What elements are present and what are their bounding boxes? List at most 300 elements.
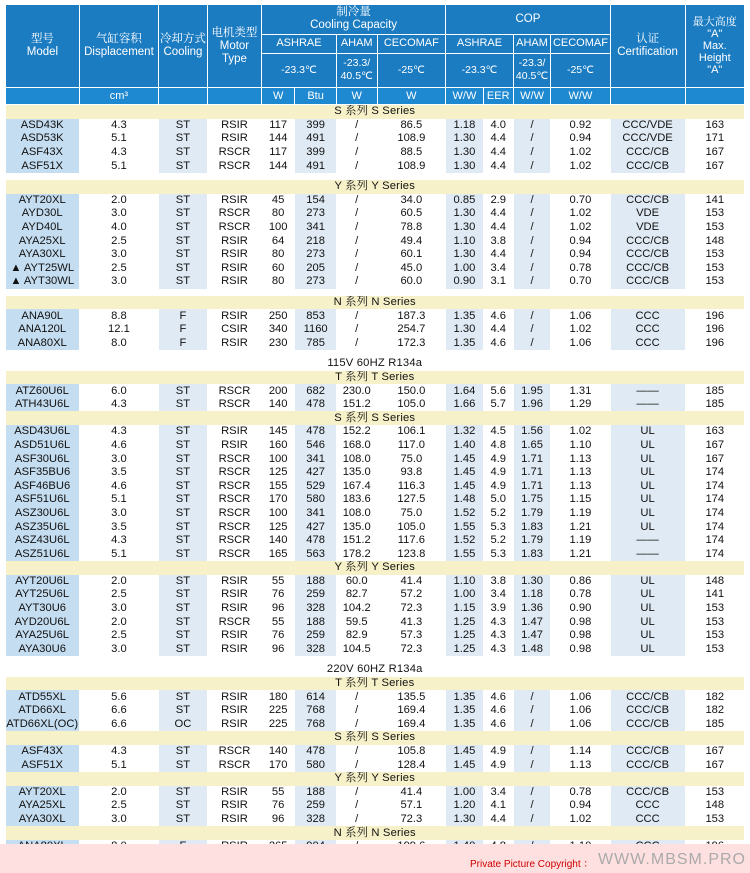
table-cell: 1.14: [551, 745, 610, 759]
table-cell: CCC/VDE: [610, 119, 685, 133]
table-cell: 1.30: [446, 132, 483, 146]
table-cell: 100: [262, 221, 295, 235]
table-cell: ST: [158, 398, 207, 412]
table-cell: 76: [262, 588, 295, 602]
table-cell: 1.52: [446, 534, 483, 548]
table-cell: ——: [610, 547, 685, 561]
series-section-row: [6, 772, 745, 786]
table-cell: 1.30: [446, 323, 483, 337]
table-cell: 1.75: [513, 493, 550, 507]
table-cell: 96: [262, 813, 295, 827]
table-row: [6, 799, 745, 813]
table-cell: RSCR: [207, 159, 261, 173]
table-cell: 0.70: [551, 275, 610, 289]
table-cell: 1.71: [513, 466, 550, 480]
table-cell: UL: [610, 466, 685, 480]
table-cell: 188: [295, 575, 337, 589]
table-cell: /: [336, 745, 377, 759]
table-cell: 1.18: [513, 588, 550, 602]
table-cell: ST: [158, 207, 207, 221]
table-row: [6, 547, 745, 561]
table-cell: 0.98: [551, 615, 610, 629]
table-cell: 153: [685, 813, 744, 827]
table-cell: 0.86: [551, 575, 610, 589]
table-cell: 0.94: [551, 799, 610, 813]
table-cell: 3.8: [483, 575, 513, 589]
table-cell: 165: [262, 547, 295, 561]
table-cell: 0.94: [551, 248, 610, 262]
table-cell: 160: [262, 439, 295, 453]
section-label: N 系列 N Series: [6, 296, 745, 310]
col-cooling: 冷却方式 Cooling: [158, 5, 207, 88]
table-cell: ST: [158, 507, 207, 521]
table-row: [6, 690, 745, 704]
table-cell: ST: [158, 520, 207, 534]
table-cell: RSIR: [207, 248, 261, 262]
table-cell: 3.1: [483, 275, 513, 289]
model-cell: AYD40L: [6, 221, 80, 235]
table-cell: 185: [685, 718, 744, 732]
table-cell: 1.06: [551, 337, 610, 351]
table-row: [6, 575, 745, 589]
table-row: [6, 275, 745, 289]
table-cell: 4.9: [483, 466, 513, 480]
model-cell: ATZ60U6L: [6, 384, 80, 398]
col-motor-type: 电机类型 Motor Type: [207, 5, 261, 88]
table-row: [6, 466, 745, 480]
table-cell: ST: [158, 384, 207, 398]
table-cell: 1.19: [551, 534, 610, 548]
table-cell: 174: [685, 547, 744, 561]
table-cell: RSIR: [207, 690, 261, 704]
table-cell: 1.83: [513, 547, 550, 561]
table-cell: 0.90: [446, 275, 483, 289]
table-cell: 1.02: [551, 425, 610, 439]
table-cell: RSIR: [207, 602, 261, 616]
table-cell: 328: [295, 602, 337, 616]
table-cell: ST: [158, 588, 207, 602]
model-cell: AYT30U6: [6, 602, 80, 616]
table-row: [6, 629, 745, 643]
table-cell: /: [513, 758, 550, 772]
table-cell: ST: [158, 452, 207, 466]
table-row: [6, 534, 745, 548]
table-cell: 168.0: [336, 439, 377, 453]
table-cell: 1.47: [513, 615, 550, 629]
table-cell: 1.10: [551, 439, 610, 453]
table-cell: RSCR: [207, 384, 261, 398]
table-cell: /: [513, 221, 550, 235]
cop-aham-condition: -23.3/ 40.5℃: [513, 53, 550, 87]
row-spacer: [6, 289, 745, 296]
table-cell: RSIR: [207, 262, 261, 276]
table-cell: 4.3: [79, 425, 158, 439]
table-cell: 1.35: [446, 337, 483, 351]
table-cell: 140: [262, 745, 295, 759]
table-cell: /: [513, 159, 550, 173]
table-cell: 55: [262, 575, 295, 589]
table-cell: 174: [685, 520, 744, 534]
unit-height: [685, 88, 744, 105]
section-label: S 系列 S Series: [6, 731, 745, 745]
model-cell: ATD55XL: [6, 690, 80, 704]
section-label: Y 系列 Y Series: [6, 180, 745, 194]
table-cell: 2.9: [483, 194, 513, 208]
table-cell: 140: [262, 398, 295, 412]
table-cell: 3.4: [483, 262, 513, 276]
table-cell: UL: [610, 439, 685, 453]
table-cell: VDE: [610, 207, 685, 221]
model-cell: AYD20U6L: [6, 615, 80, 629]
table-cell: 768: [295, 704, 337, 718]
model-cell: ASD43U6L: [6, 425, 80, 439]
table-cell: 1.20: [446, 799, 483, 813]
table-cell: ST: [158, 813, 207, 827]
table-cell: 1.21: [551, 547, 610, 561]
table-cell: 478: [295, 425, 337, 439]
table-cell: CCC: [610, 813, 685, 827]
table-cell: 200: [262, 384, 295, 398]
series-section-row: [6, 561, 745, 575]
table-cell: ST: [158, 159, 207, 173]
model-cell: AYA30XL: [6, 813, 80, 827]
table-cell: 1.30: [446, 159, 483, 173]
table-row: [6, 425, 745, 439]
table-cell: RSCR: [207, 479, 261, 493]
table-cell: /: [336, 704, 377, 718]
table-cell: CCC/CB: [610, 146, 685, 160]
table-cell: VDE: [610, 221, 685, 235]
table-cell: 563: [295, 547, 337, 561]
table-cell: 1.13: [551, 758, 610, 772]
model-cell: ASF51U6L: [6, 493, 80, 507]
table-cell: 41.4: [377, 786, 446, 800]
table-cell: RSIR: [207, 337, 261, 351]
table-cell: ST: [158, 786, 207, 800]
table-cell: /: [336, 275, 377, 289]
table-cell: 171: [685, 132, 744, 146]
table-cell: 75.0: [377, 507, 446, 521]
table-cell: 172.3: [377, 337, 446, 351]
table-cell: ST: [158, 575, 207, 589]
table-row: [6, 132, 745, 146]
table-cell: ST: [158, 248, 207, 262]
table-cell: 0.98: [551, 629, 610, 643]
table-cell: 1.36: [513, 602, 550, 616]
table-cell: 580: [295, 493, 337, 507]
table-row: [6, 786, 745, 800]
table-cell: 1.02: [551, 207, 610, 221]
table-cell: 183.6: [336, 493, 377, 507]
table-cell: 1.45: [446, 466, 483, 480]
table-cell: 182: [685, 704, 744, 718]
model-cell: AYT20U6L: [6, 575, 80, 589]
table-cell: F: [158, 337, 207, 351]
table-cell: /: [513, 119, 550, 133]
table-cell: 1.13: [551, 479, 610, 493]
table-cell: 93.8: [377, 466, 446, 480]
table-cell: UL: [610, 643, 685, 657]
table-cell: CCC/CB: [610, 248, 685, 262]
table-cell: 1.95: [513, 384, 550, 398]
table-cell: 4.9: [483, 758, 513, 772]
table-cell: /: [336, 690, 377, 704]
table-cell: ST: [158, 547, 207, 561]
table-cell: /: [513, 786, 550, 800]
series-section-row: [6, 411, 745, 425]
table-cell: 170: [262, 758, 295, 772]
table-cell: /: [513, 745, 550, 759]
table-cell: 6.6: [79, 718, 158, 732]
table-cell: 4.6: [483, 718, 513, 732]
table-cell: 154: [295, 194, 337, 208]
table-row: [6, 520, 745, 534]
table-cell: 0.78: [551, 588, 610, 602]
model-cell: ▲ AYT30WL: [6, 275, 80, 289]
table-cell: 5.2: [483, 534, 513, 548]
table-cell: 153: [685, 643, 744, 657]
table-cell: 174: [685, 507, 744, 521]
table-cell: ST: [158, 534, 207, 548]
table-cell: /: [336, 248, 377, 262]
table-row: [6, 384, 745, 398]
table-cell: 4.6: [483, 690, 513, 704]
table-cell: 1.30: [446, 221, 483, 235]
table-cell: 144: [262, 159, 295, 173]
cop-cecomaf-condition: -25℃: [551, 53, 610, 87]
table-cell: 127.5: [377, 493, 446, 507]
table-cell: 105.8: [377, 745, 446, 759]
table-cell: 117: [262, 146, 295, 160]
table-cell: /: [513, 146, 550, 160]
table-cell: 100: [262, 452, 295, 466]
table-cell: 80: [262, 207, 295, 221]
table-cell: 478: [295, 534, 337, 548]
table-cell: /: [336, 207, 377, 221]
table-cell: 125: [262, 520, 295, 534]
table-cell: 60.5: [377, 207, 446, 221]
table-cell: UL: [610, 575, 685, 589]
section-label: 220V 60HZ R134a: [6, 663, 745, 677]
table-cell: 148: [685, 234, 744, 248]
table-cell: RSIR: [207, 425, 261, 439]
model-cell: AYA25U6L: [6, 629, 80, 643]
table-cell: CCC/CB: [610, 275, 685, 289]
table-cell: UL: [610, 479, 685, 493]
model-cell: AYD30L: [6, 207, 80, 221]
table-row: [6, 398, 745, 412]
table-cell: CCC/CB: [610, 690, 685, 704]
table-cell: 3.0: [79, 248, 158, 262]
table-cell: 57.3: [377, 629, 446, 643]
model-cell: AYT25U6L: [6, 588, 80, 602]
table-cell: 1.64: [446, 384, 483, 398]
table-cell: 125: [262, 466, 295, 480]
table-cell: ST: [158, 146, 207, 160]
table-cell: 1.02: [551, 159, 610, 173]
table-cell: 4.3: [79, 534, 158, 548]
table-cell: 108.9: [377, 132, 446, 146]
model-cell: ANA80XL: [6, 337, 80, 351]
table-cell: 4.3: [483, 615, 513, 629]
table-cell: 128.4: [377, 758, 446, 772]
table-cell: 4.5: [483, 425, 513, 439]
series-section-row: [6, 677, 745, 691]
table-cell: 72.3: [377, 602, 446, 616]
table-cell: RSIR: [207, 588, 261, 602]
table-cell: /: [513, 813, 550, 827]
table-cell: 225: [262, 704, 295, 718]
unit-cop-cecomaf: W/W: [551, 88, 610, 105]
table-cell: 182: [685, 690, 744, 704]
table-cell: 145: [262, 425, 295, 439]
table-cell: 1.19: [551, 507, 610, 521]
table-cell: 328: [295, 643, 337, 657]
table-cell: 76: [262, 799, 295, 813]
table-cell: 163: [685, 119, 744, 133]
table-cell: 785: [295, 337, 337, 351]
table-cell: 1.25: [446, 643, 483, 657]
table-cell: 205: [295, 262, 337, 276]
table-cell: 167: [685, 758, 744, 772]
table-cell: 1.40: [446, 439, 483, 453]
table-cell: 153: [685, 262, 744, 276]
table-row: [6, 758, 745, 772]
table-cell: 141: [685, 588, 744, 602]
table-cell: /: [336, 146, 377, 160]
table-cell: RSCR: [207, 398, 261, 412]
table-cell: CCC/CB: [610, 262, 685, 276]
model-cell: ASF51X: [6, 758, 80, 772]
table-cell: 273: [295, 207, 337, 221]
table-cell: 0.94: [551, 132, 610, 146]
table-cell: 1.30: [446, 207, 483, 221]
table-cell: /: [513, 690, 550, 704]
table-cell: 2.5: [79, 262, 158, 276]
table-cell: /: [513, 799, 550, 813]
table-cell: 5.3: [483, 547, 513, 561]
table-cell: 174: [685, 493, 744, 507]
table-cell: ST: [158, 602, 207, 616]
table-cell: 2.0: [79, 615, 158, 629]
table-cell: 1.35: [446, 718, 483, 732]
table-cell: 0.92: [551, 119, 610, 133]
table-cell: 5.2: [483, 507, 513, 521]
cap-aham-condition: -23.3/ 40.5℃: [336, 53, 377, 87]
table-cell: RSIR: [207, 194, 261, 208]
table-cell: 151.2: [336, 534, 377, 548]
table-cell: RSIR: [207, 132, 261, 146]
table-cell: 3.0: [79, 207, 158, 221]
cop-ashrae-condition: -23.3℃: [446, 53, 514, 87]
table-cell: 180: [262, 690, 295, 704]
table-cell: RSCR: [207, 146, 261, 160]
table-cell: /: [336, 309, 377, 323]
table-cell: 1.48: [513, 643, 550, 657]
table-cell: 1.55: [446, 547, 483, 561]
table-cell: RSIR: [207, 718, 261, 732]
table-cell: 0.70: [551, 194, 610, 208]
table-cell: ST: [158, 221, 207, 235]
table-cell: 108.9: [377, 159, 446, 173]
table-cell: 1.35: [446, 309, 483, 323]
table-cell: 341: [295, 221, 337, 235]
table-cell: 4.3: [79, 146, 158, 160]
table-cell: 4.6: [483, 704, 513, 718]
table-cell: 60.0: [377, 275, 446, 289]
table-cell: /: [336, 159, 377, 173]
table-cell: RSIR: [207, 786, 261, 800]
table-cell: 1.45: [446, 758, 483, 772]
table-cell: 4.3: [79, 119, 158, 133]
table-cell: 682: [295, 384, 337, 398]
table-cell: ST: [158, 194, 207, 208]
table-cell: 1.32: [446, 425, 483, 439]
table-row: [6, 439, 745, 453]
table-cell: 5.7: [483, 398, 513, 412]
table-cell: 1.00: [446, 588, 483, 602]
table-cell: /: [336, 119, 377, 133]
unit-cop-aham: W/W: [513, 88, 550, 105]
table-row: [6, 643, 745, 657]
table-cell: 273: [295, 275, 337, 289]
model-cell: ASD43K: [6, 119, 80, 133]
table-cell: 4.4: [483, 132, 513, 146]
table-cell: 167: [685, 439, 744, 453]
model-cell: AYT20XL: [6, 786, 80, 800]
table-cell: 478: [295, 745, 337, 759]
table-cell: 1.10: [446, 575, 483, 589]
unit-cap-ashrae-btu: Btu: [295, 88, 337, 105]
table-cell: 427: [295, 466, 337, 480]
series-section-row: [6, 105, 745, 119]
table-row: [6, 309, 745, 323]
table-cell: ——: [610, 384, 685, 398]
table-cell: RSIR: [207, 813, 261, 827]
model-cell: ASZ51U6L: [6, 547, 80, 561]
table-cell: 55: [262, 786, 295, 800]
table-cell: /: [336, 337, 377, 351]
table-cell: 174: [685, 466, 744, 480]
table-cell: RSCR: [207, 758, 261, 772]
table-cell: 1.06: [551, 690, 610, 704]
cop-cecomaf-header: CECOMAF: [551, 34, 610, 53]
table-cell: ST: [158, 690, 207, 704]
table-cell: RSCR: [207, 547, 261, 561]
table-cell: 273: [295, 248, 337, 262]
section-label: Y 系列 Y Series: [6, 772, 745, 786]
series-section-row: [6, 371, 745, 385]
table-cell: /: [336, 718, 377, 732]
table-cell: 169.4: [377, 718, 446, 732]
table-cell: 254.7: [377, 323, 446, 337]
model-cell: ATD66XL(OC): [6, 717, 79, 730]
table-cell: 64: [262, 234, 295, 248]
table-cell: ST: [158, 119, 207, 133]
table-cell: 328: [295, 813, 337, 827]
table-cell: 1.02: [551, 146, 610, 160]
table-cell: 3.4: [483, 786, 513, 800]
table-cell: 478: [295, 398, 337, 412]
table-cell: 106.1: [377, 425, 446, 439]
table-cell: 60.0: [336, 575, 377, 589]
table-row: [6, 452, 745, 466]
table-cell: 3.0: [79, 275, 158, 289]
series-section-row: [6, 731, 745, 745]
table-row: [6, 146, 745, 160]
cap-ashrae-header: ASHRAE: [262, 34, 337, 53]
table-cell: 163: [685, 425, 744, 439]
